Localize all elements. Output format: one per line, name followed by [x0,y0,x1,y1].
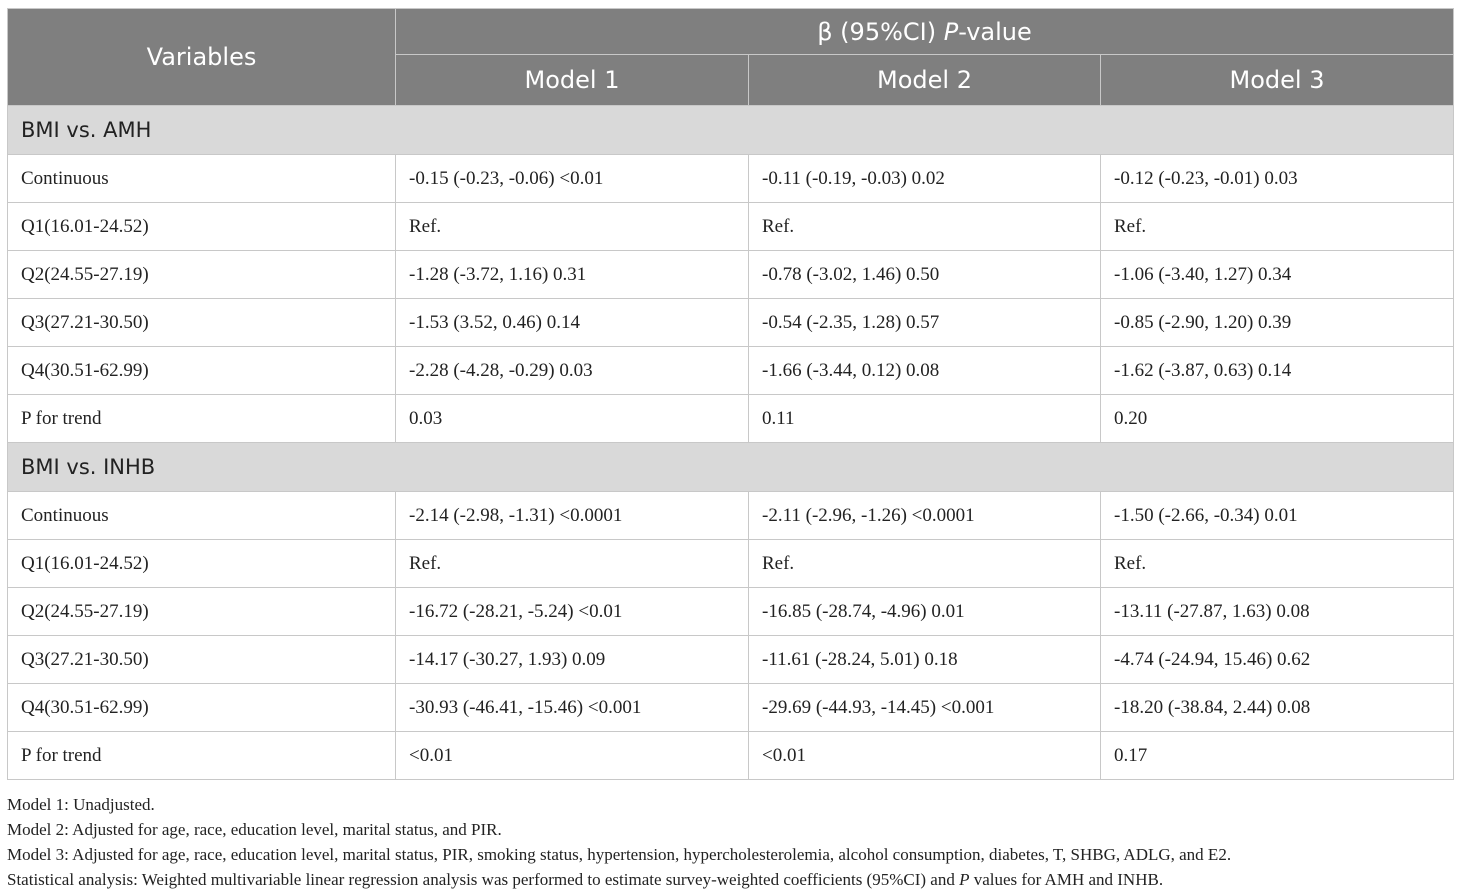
table-row [8,684,1454,732]
model-3-cell: -4.74 (-24.94, 15.46) 0.62 [1101,636,1454,684]
model-3-cell: -0.85 (-2.90, 1.20) 0.39 [1101,299,1454,347]
stat-suffix: values for AMH and INHB. [969,870,1164,889]
table-row [8,203,1454,251]
table-row [8,588,1454,636]
table-header [8,9,1454,106]
footnote-statistical-analysis [7,867,1453,892]
model-1-header: Model 1 [396,55,749,106]
model-2-cell: -29.69 (-44.93, -14.45) <0.001 [749,684,1101,732]
results-table [7,8,1454,780]
model-2-cell: -11.61 (-28.24, 5.01) 0.18 [749,636,1101,684]
row-label: Continuous [8,492,396,540]
row-label: Continuous [8,155,396,203]
model-3-cell: 0.17 [1101,732,1454,780]
model-2-cell: -2.11 (-2.96, -1.26) <0.0001 [749,492,1101,540]
table-row [8,732,1454,780]
row-label: Q3(27.21-30.50) [8,636,396,684]
model-1-cell: -0.15 (-0.23, -0.06) <0.01 [396,155,749,203]
model-2-cell: -0.11 (-0.19, -0.03) 0.02 [749,155,1101,203]
footnote-model-3: Model 3: Adjusted for age, race, education level, marital status, PIR, smoking status, hypertension, hypercholesterolemia, alcohol consumption, diabetes, T, SHBG, ADLG, and E2. [7,845,1232,864]
model-3-header: Model 3 [1101,55,1454,106]
model-3-cell: -0.12 (-0.23, -0.01) 0.03 [1101,155,1454,203]
table-footnotes [7,792,1453,892]
model-2-cell: 0.11 [749,395,1101,443]
model-2-cell: <0.01 [749,732,1101,780]
table-row [8,299,1454,347]
model-2-cell: -1.66 (-3.44, 0.12) 0.08 [749,347,1101,395]
row-label: Q4(30.51-62.99) [8,347,396,395]
beta-header-suffix: -value [958,17,1032,46]
model-1-cell: -14.17 (-30.27, 1.93) 0.09 [396,636,749,684]
model-1-cell: -2.28 (-4.28, -0.29) 0.03 [396,347,749,395]
table-row [8,540,1454,588]
section-title: BMI vs. INHB [8,443,1454,492]
model-3-cell: -1.06 (-3.40, 1.27) 0.34 [1101,251,1454,299]
table-row [8,155,1454,203]
model-2-header: Model 2 [749,55,1101,106]
model-3-cell: Ref. [1101,203,1454,251]
model-2-cell: Ref. [749,203,1101,251]
model-3-cell: Ref. [1101,540,1454,588]
stat-p: P [959,870,970,889]
model-1-cell: -1.53 (3.52, 0.46) 0.14 [396,299,749,347]
model-1-cell: 0.03 [396,395,749,443]
table-row [8,251,1454,299]
model-2-cell: -0.54 (-2.35, 1.28) 0.57 [749,299,1101,347]
row-label: Q1(16.01-24.52) [8,540,396,588]
footnote-model-1: Model 1: Unadjusted. [7,795,155,814]
table-row [8,636,1454,684]
section-title: BMI vs. AMH [8,106,1454,155]
model-1-cell: <0.01 [396,732,749,780]
model-3-cell: -1.62 (-3.87, 0.63) 0.14 [1101,347,1454,395]
table-row [8,492,1454,540]
row-label: Q3(27.21-30.50) [8,299,396,347]
row-label: Q4(30.51-62.99) [8,684,396,732]
beta-group-header [396,9,1454,55]
footnote-model-2: Model 2: Adjusted for age, race, education level, marital status, and PIR. [7,820,502,839]
variables-header: Variables [8,9,396,106]
results-table-container [7,8,1453,780]
beta-header-p: P [943,17,959,46]
model-3-cell: 0.20 [1101,395,1454,443]
model-1-cell: -16.72 (-28.21, -5.24) <0.01 [396,588,749,636]
model-1-cell: -30.93 (-46.41, -15.46) <0.001 [396,684,749,732]
model-3-cell: -18.20 (-38.84, 2.44) 0.08 [1101,684,1454,732]
row-label: P for trend [8,395,396,443]
row-label: Q1(16.01-24.52) [8,203,396,251]
stat-prefix: Statistical analysis: Weighted multivariable linear regression analysis was performed to estimate survey-weighted coefficients (95%CI) and [7,870,960,889]
table-body [8,106,1454,780]
model-1-cell: Ref. [396,203,749,251]
model-1-cell: -1.28 (-3.72, 1.16) 0.31 [396,251,749,299]
table-row [8,347,1454,395]
model-3-cell: -1.50 (-2.66, -0.34) 0.01 [1101,492,1454,540]
model-2-cell: -0.78 (-3.02, 1.46) 0.50 [749,251,1101,299]
row-label: Q2(24.55-27.19) [8,588,396,636]
row-label: Q2(24.55-27.19) [8,251,396,299]
model-1-cell: -2.14 (-2.98, -1.31) <0.0001 [396,492,749,540]
model-3-cell: -13.11 (-27.87, 1.63) 0.08 [1101,588,1454,636]
model-2-cell: -16.85 (-28.74, -4.96) 0.01 [749,588,1101,636]
model-2-cell: Ref. [749,540,1101,588]
row-label: P for trend [8,732,396,780]
beta-header-prefix: β (95%CI) [817,17,944,46]
model-1-cell: Ref. [396,540,749,588]
section-row-amh [8,106,1454,155]
table-row [8,395,1454,443]
section-row-inhb [8,443,1454,492]
